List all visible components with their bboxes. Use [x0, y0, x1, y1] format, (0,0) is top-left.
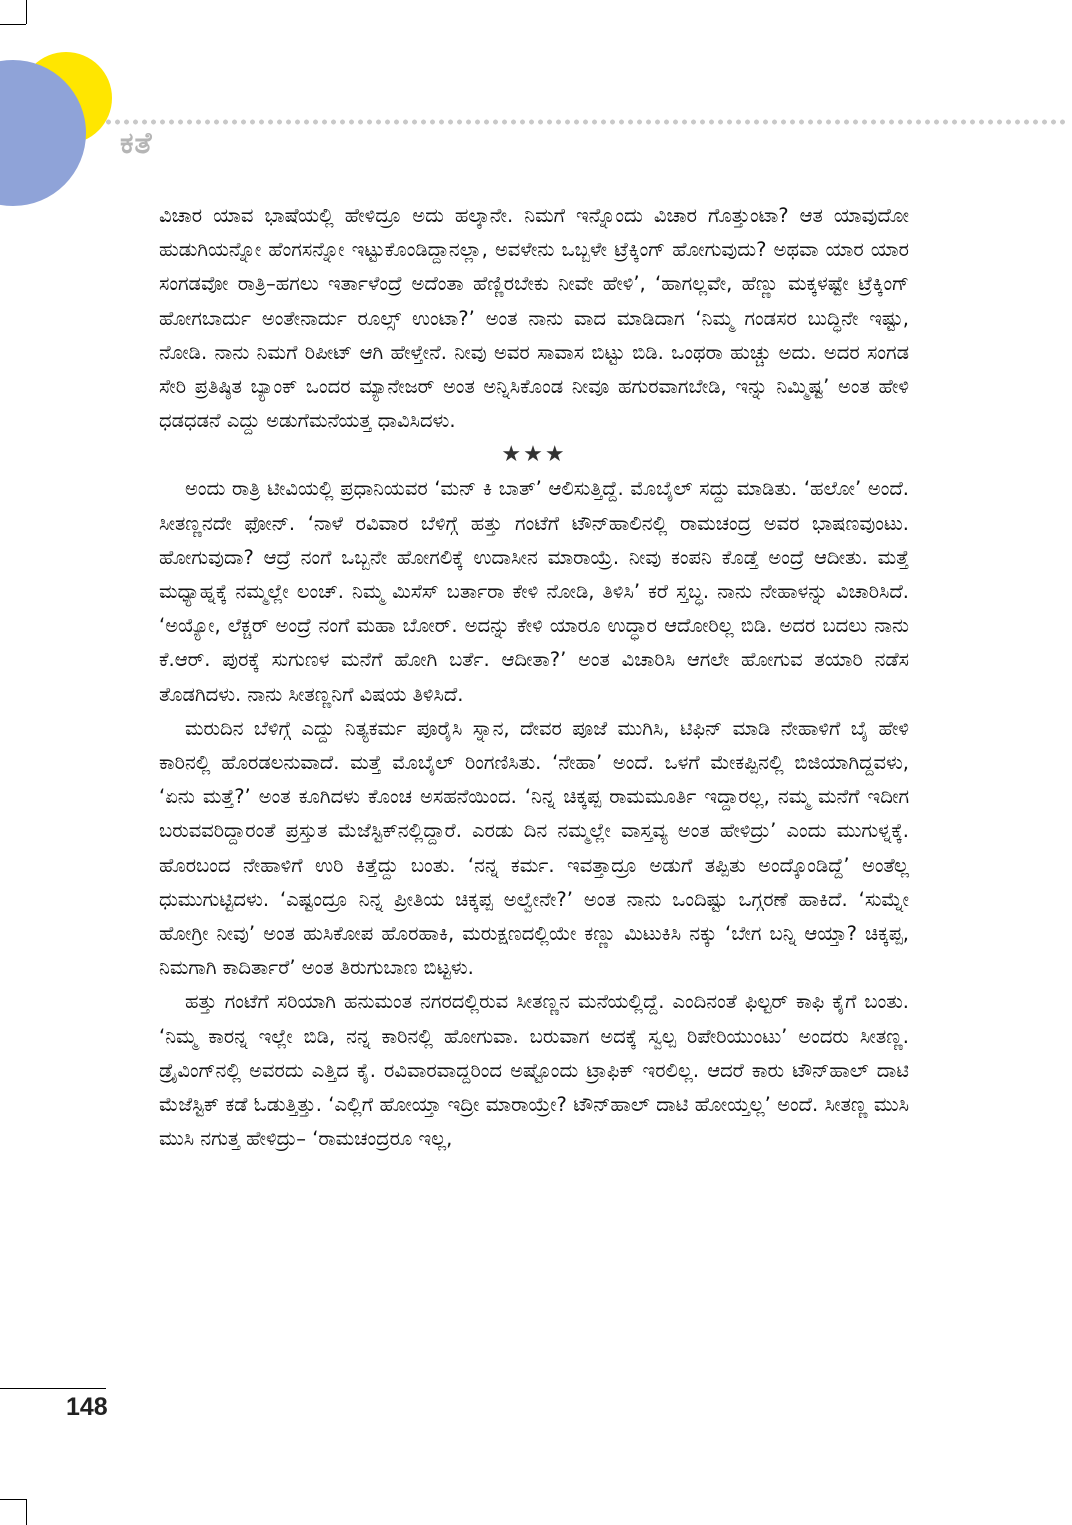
page-number: 148 [66, 1393, 108, 1421]
story-body [159, 199, 909, 1156]
paragraph-1: ವಿಚಾರ ಯಾವ ಭಾಷೆಯಲ್ಲಿ ಹೇಳಿದ್ರೂ ಅದು ಹಲ್ಕಾನೇ. ನಿಮಗೆ ಇನ್ನೊಂದು ವಿಚಾರ ಗೊತ್ತುಂಟಾ? ಆತ ಯಾವುದೋ ಹುಡುಗಿಯನ್ನೋ ಹೆಂಗಸನ್ನೋ ಇಟ್ಟುಕೊಂಡಿದ್ದಾನಲ್ಲಾ, ಅವಳೇನು ಒಬ್ಬಳೇ ಟ್ರೆಕ್ಕಿಂಗ್ ಹೋಗುವುದು? ಅಥವಾ ಯಾರ ಯಾರ ಸಂಗಡವೋ ರಾತ್ರಿ–ಹಗಲು ಇರ್ತಾಳೆಂದ್ರೆ ಅದೆಂತಾ ಹೆಣ್ಣಿರಬೇಕು ನೀವೇ ಹೇಳಿ’, ‘ಹಾಗಲ್ಲವೇ, ಹೆಣ್ಣು ಮಕ್ಕಳಷ್ಟೇ ಟ್ರೆಕ್ಕಿಂಗ್ ಹೋಗಬಾರ್ದು ಅಂತೇನಾರ್ದು ರೂಲ್ಸ್ ಉಂಟಾ?’ ಅಂತ ನಾನು ವಾದ ಮಾಡಿದಾಗ ‘ನಿಮ್ಮ ಗಂಡಸರ ಬುದ್ಧಿನೇ ಇಷ್ಟು, ನೋಡಿ. ನಾನು ನಿಮಗೆ ರಿಪೀಟ್ ಆಗಿ ಹೇಳ್ತೇನೆ. ನೀವು ಅವರ ಸಾವಾಸ ಬಿಟ್ಟು ಬಿಡಿ. ಒಂಥರಾ ಹುಚ್ಚು ಅದು. ಅದರ ಸಂಗಡ ಸೇರಿ ಪ್ರತಿಷ್ಠಿತ ಬ್ಯಾಂಕ್ ಒಂದರ ಮ್ಯಾನೇಜರ್ ಅಂತ ಅನ್ನಿಸಿಕೊಂಡ ನೀವೂ ಹಗುರವಾಗಬೇಡಿ, ಇನ್ನು ನಿಮ್ಮಿಷ್ಟ’ ಅಂತ ಹೇಳಿ ಧಡಧಡನೆ ಎದ್ದು ಅಡುಗೆಮನೆಯತ್ತ ಧಾವಿಸಿದಳು. [159, 204, 909, 433]
crop-mark-bottom-left [26, 1499, 27, 1525]
dotted-header-rule [104, 118, 1066, 126]
crop-mark-top-left [26, 0, 27, 24]
paragraph-3: ಮರುದಿನ ಬೆಳಿಗ್ಗೆ ಎದ್ದು ನಿತ್ಯಕರ್ಮ ಪೂರೈಸಿ ಸ್ನಾನ, ದೇವರ ಪೂಜೆ ಮುಗಿಸಿ, ಟಿಫಿನ್ ಮಾಡಿ ನೇಹಾಳಿಗೆ ಬೈ ಹೇಳಿ ಕಾರಿನಲ್ಲಿ ಹೊರಡಲನುವಾದೆ. ಮತ್ತೆ ಮೊಬೈಲ್ ರಿಂಗಣಿಸಿತು. ‘ನೇಹಾ’ ಅಂದೆ. ಒಳಗೆ ಮೇಕಪ್ಪಿನಲ್ಲಿ ಬಿಜಿಯಾಗಿದ್ದವಳು, ‘ಏನು ಮತ್ತೆ?’ ಅಂತ ಕೂಗಿದಳು ಕೊಂಚ ಅಸಹನೆಯಿಂದ. ‘ನಿನ್ನ ಚಿಕ್ಕಪ್ಪ ರಾಮಮೂರ್ತಿ ಇದ್ದಾರಲ್ಲ, ನಮ್ಮ ಮನೆಗೆ ಇದೀಗ ಬರುವವರಿದ್ದಾರಂತೆ ಪ್ರಸ್ತುತ ಮೆಜೆಸ್ಟಿಕ್‌ನಲ್ಲಿದ್ದಾರೆ. ಎರಡು ದಿನ ನಮ್ಮಲ್ಲೇ ವಾಸ್ತವ್ಯ ಅಂತ ಹೇಳಿದ್ರು’ ಎಂದು ಮುಗುಳ್ನಕ್ಕೆ. ಹೊರಬಂದ ನೇಹಾಳಿಗೆ ಉರಿ ಕಿತ್ತೆದ್ದು ಬಂತು. ‘ನನ್ನ ಕರ್ಮ. ಇವತ್ತಾದ್ರೂ ಅಡುಗೆ ತಪ್ಪಿತು ಅಂದ್ಕೊಂಡಿದ್ದೆ’ ಅಂತೆಲ್ಲ ಧುಮುಗುಟ್ಟಿದಳು. ‘ಎಷ್ಟಂದ್ರೂ ನಿನ್ನ ಪ್ರೀತಿಯ ಚಿಕ್ಕಪ್ಪ ಅಲ್ವೇನೇ?’ ಅಂತ ನಾನು ಒಂದಿಷ್ಟು ಒಗ್ಗರಣೆ ಹಾಕಿದೆ. ‘ಸುಮ್ನೇ ಹೋಗ್ರೀ ನೀವು’ ಅಂತ ಹುಸಿಕೋಪ ಹೊರಹಾಕಿ, ಮರುಕ್ಷಣದಲ್ಲಿಯೇ ಕಣ್ಣು ಮಿಟುಕಿಸಿ ನಕ್ಕು ‘ಬೇಗ ಬನ್ನಿ ಆಯ್ತಾ? ಚಿಕ್ಕಪ್ಪ, ನಿಮಗಾಗಿ ಕಾದಿರ್ತಾರೆ’ ಅಂತ ತಿರುಗುಬಾಣ ಬಿಟ್ಟಳು. [159, 716, 909, 980]
crop-mark-top-left-h [0, 24, 26, 25]
paragraph-2: ಅಂದು ರಾತ್ರಿ ಟೀವಿಯಲ್ಲಿ ಪ್ರಧಾನಿಯವರ ‘ಮನ್ ಕಿ ಬಾತ್’ ಆಲಿಸುತ್ತಿದ್ದೆ. ಮೊಬೈಲ್ ಸದ್ದು ಮಾಡಿತು. ‘ಹಲೋ’ ಅಂದೆ. ಸೀತಣ್ಣನದೇ ಫೋನ್. ‘ನಾಳೆ ರವಿವಾರ ಬೆಳಿಗ್ಗೆ ಹತ್ತು ಗಂಟೆಗೆ ಟೌನ್‌ಹಾಲಿನಲ್ಲಿ ರಾಮಚಂದ್ರ ಅವರ ಭಾಷಣವುಂಟು. ಹೋಗುವುದಾ? ಆದ್ರೆ ನಂಗೆ ಒಬ್ಬನೇ ಹೋಗಲಿಕ್ಕೆ ಉದಾಸೀನ ಮಾರಾಯ್ರೆ. ನೀವು ಕಂಪನಿ ಕೊಡ್ತೆ ಅಂದ್ರೆ ಆದೀತು. ಮತ್ತೆ ಮಧ್ಯಾಹ್ನಕ್ಕೆ ನಮ್ಮಲ್ಲೇ ಲಂಚ್. ನಿಮ್ಮ ಮಿಸೆಸ್ ಬರ್ತಾರಾ ಕೇಳಿ ನೋಡಿ, ತಿಳಿಸಿ’ ಕರೆ ಸ್ತಬ್ಧ. ನಾನು ನೇಹಾಳನ್ನು ವಿಚಾರಿಸಿದೆ. ‘ಅಯ್ಯೋ, ಲೆಕ್ಚರ್ ಅಂದ್ರೆ ನಂಗೆ ಮಹಾ ಬೋರ್. ಅದನ್ನು ಕೇಳಿ ಯಾರೂ ಉದ್ಧಾರ ಆದೋರಿಲ್ಲ ಬಿಡಿ. ಅದರ ಬದಲು ನಾನು ಕೆ.ಆರ್. ಪುರಕ್ಕೆ ಸುಗುಣಳ ಮನೆಗೆ ಹೋಗಿ ಬರ್ತೆ. ಆದೀತಾ?’ ಅಂತ ವಿಚಾರಿಸಿ ಆಗಲೇ ಹೋಗುವ ತಯಾರಿ ನಡೆಸ ತೊಡಗಿದಳು. ನಾನು ಸೀತಣ್ಣನಿಗೆ ವಿಷಯ ತಿಳಿಸಿದೆ. [159, 477, 909, 706]
section-separator: ★★★ [501, 442, 567, 468]
section-label: ಕತೆ [120, 126, 153, 161]
crop-mark-bottom-left-h [0, 1499, 26, 1500]
footer-rule [0, 1388, 106, 1389]
paragraph-4: ಹತ್ತು ಗಂಟೆಗೆ ಸರಿಯಾಗಿ ಹನುಮಂತ ನಗರದಲ್ಲಿರುವ ಸೀತಣ್ಣನ ಮನೆಯಲ್ಲಿದ್ದೆ. ಎಂದಿನಂತೆ ಫಿಲ್ಟರ್ ಕಾಫಿ ಕೈಗೆ ಬಂತು. ‘ನಿಮ್ಮ ಕಾರನ್ನ ಇಲ್ಲೇ ಬಿಡಿ, ನನ್ನ ಕಾರಿನಲ್ಲಿ ಹೋಗುವಾ. ಬರುವಾಗ ಅದಕ್ಕೆ ಸ್ವಲ್ಪ ರಿಪೇರಿಯುಂಟು’ ಅಂದರು ಸೀತಣ್ಣ. ಡ್ರೈವಿಂಗ್‌ನಲ್ಲಿ ಅವರದು ಎತ್ತಿದ ಕೈ. ರವಿವಾರವಾದ್ದರಿಂದ ಅಷ್ಟೊಂದು ಟ್ರಾಫಿಕ್ ಇರಲಿಲ್ಲ. ಆದರೆ ಕಾರು ಟೌನ್‌ಹಾಲ್ ದಾಟಿ ಮೆಜೆಸ್ಟಿಕ್ ಕಡೆ ಓಡುತ್ತಿತ್ತು. ‘ಎಲ್ಲಿಗೆ ಹೋಯ್ತಾ ಇದ್ರೀ ಮಾರಾಯ್ರೇ? ಟೌನ್‌ಹಾಲ್ ದಾಟಿ ಹೋಯ್ತಲ್ಲ’ ಅಂದೆ. ಸೀತಣ್ಣ ಮುಸಿ ಮುಸಿ ನಗುತ್ತ ಹೇಳಿದ್ರು– ‘ರಾಮಚಂದ್ರರೂ ಇಲ್ಲ, [159, 990, 910, 1151]
